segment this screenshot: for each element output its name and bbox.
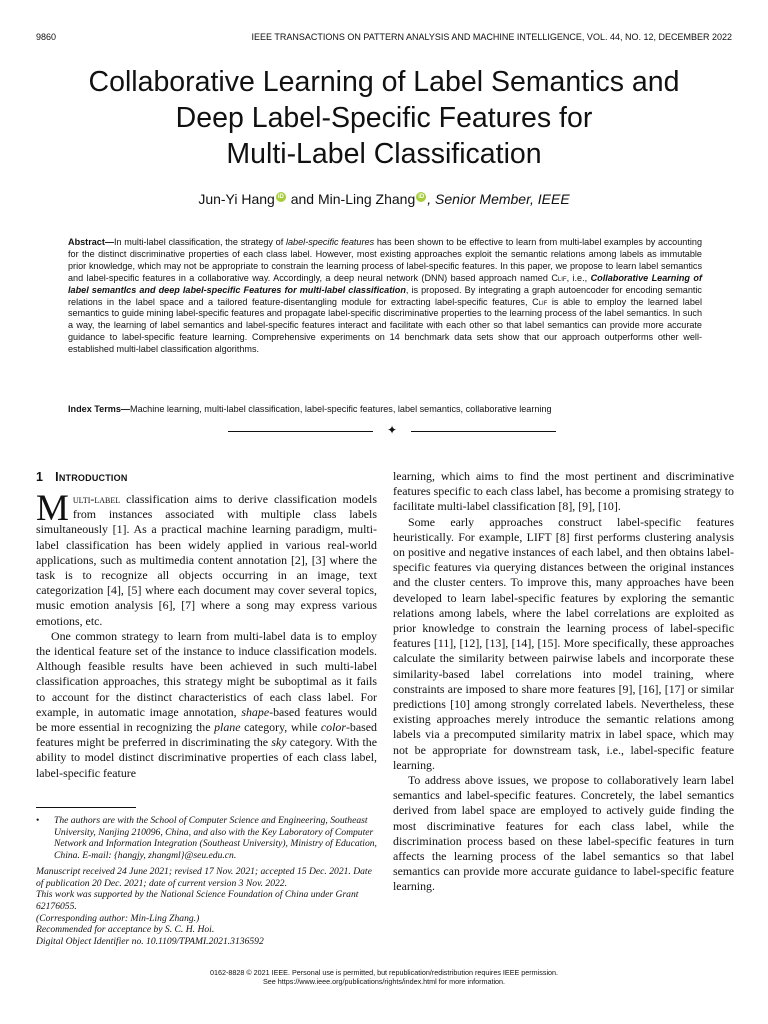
page-number: 9860 xyxy=(36,32,57,42)
intro-paragraph-5: To address above issues, we propose to collaboratively learn label semantics and label-specific features. Concretely, the label semantics derived from label space are employed to actively guide finding the most discriminative features for each class label, while the discrimination process based on these label-specific features in turn affects the learning process of the label semantics so that label semantics can provide more accurate guidance to label-specific feature learning. xyxy=(393,773,734,894)
drop-cap: M xyxy=(36,488,69,529)
intro-paragraph-2 xyxy=(36,629,377,781)
title-line-1: Collaborative Learning of Label Semantics and xyxy=(88,66,680,98)
divider-ornament-icon: ✦ xyxy=(386,423,398,437)
section-divider xyxy=(228,424,556,438)
copyright-footer xyxy=(36,968,732,986)
abstract xyxy=(68,237,702,356)
intro-paragraph-4: Some early approaches construct label-specific features heuristically. For example, LIFT [8] first performs clustering analysis on positive and negative instances of each label, and then obtains label-specific features via querying distances between the original instances and the cluster centers. To improve this, many approaches have been developed to learn label-specific features by exploring the semantic relations among labels, where the label correlations are exploited as prior knowledge to constrain the learning process of label-specific features [11], [12], [13], [14], [15]. More specifically, these approaches calculate the similarity between pairwise labels and incorporate these similarity-based label correlations into model training, where constraints are imposed to share more features [9], [16], [17] or similar predictions [10] among strongly correlated labels. Nevertheless, these existing approaches merely introduce the semantic relations among labels via a precomputed similarity matrix in label space, which may not be appropriate for downstream task, i.e., label-specific feature learning. xyxy=(393,514,734,772)
running-head xyxy=(36,30,732,44)
recommended-by: Recommended for acceptance by S. C. H. Hoi. xyxy=(36,924,215,936)
abstract-label: Abstract xyxy=(68,237,105,247)
bullet-icon: • xyxy=(36,815,40,826)
manuscript-dates: Manuscript received 24 June 2021; revised 17 Nov. 2021; accepted 15 Dec. 2021. Date of publication 20 Dec. 2021; date of current version 3 Nov. 2022. xyxy=(36,865,372,889)
journal-name: IEEE TRANSACTIONS ON PATTERN ANALYSIS AND MACHINE INTELLIGENCE, VOL. 44, NO. 12, DECEMBER 2022 xyxy=(251,32,732,42)
section-heading xyxy=(36,470,377,485)
paragraph-text: -based features would be more essential in recognizing the xyxy=(36,704,377,735)
emphasis: color xyxy=(320,720,346,735)
abstract-emphasis: label-specific features xyxy=(285,237,375,247)
affiliation-footnote xyxy=(36,815,377,862)
orcid-icon[interactable]: iD xyxy=(277,194,284,200)
index-terms xyxy=(68,403,702,415)
right-column xyxy=(393,469,734,895)
lead-in-caps: ulti-label xyxy=(72,492,121,506)
footnote-rule xyxy=(36,807,136,808)
paragraph-text: -based features might be preferred in discriminating the xyxy=(36,720,377,750)
index-terms-text: Machine learning, multi-label classification, label-specific features, label semantics, collaborative learning xyxy=(130,404,552,414)
abstract-text: has been shown to be effective to learn from multi-label examples by accounting for the distinct discriminative properties of each class label. However, most existing approaches exploit the semantic relations among labels as immutable prior knowledge, which may not be appropriate to constrain the learning process of label-specific features. In this paper, we propose to learn label semantics and label-specific features in a collaborative way. Accordingly, a deep neural network (DNN) based approach named xyxy=(68,237,703,283)
paragraph-text: classification aims to derive classification models from instances associated with multiple class labels simultaneously [1]. As a practical machine learning paradigm, multi-label classification has been widely applied in various real-world applications, such as multimedia content annotation [2], [3] where the task is to recognize all objects occurring in an image, text categorization [4], [5] where each document may cover several topics, music emotion analysis [6], [7] where a song may express various emotions, etc. xyxy=(36,492,377,628)
index-terms-label: Index Terms xyxy=(68,404,121,414)
left-column xyxy=(36,470,377,781)
corresponding-author: (Corresponding author: Min-Ling Zhang.) xyxy=(36,912,200,924)
method-expansion: Collaborative Learning of label semantIcs and deep label-specific Features for multi-label classification xyxy=(68,272,702,295)
section-number: 1 xyxy=(36,470,44,484)
author-1-name: Jun-Yi Hang xyxy=(198,191,275,207)
author-2-name: and Min-Ling Zhang xyxy=(286,191,416,207)
affiliation-text: The authors are with the School of Computer Science and Engineering, Southeast University, Nanjing 210096, China, and also with the Key Laboratory of Computer Network and Information Integration (Southeast University), Ministry of Education, China. E-mail: {hangjy, zhangml}@seu.edu.cn. xyxy=(54,815,377,862)
emphasis: shape xyxy=(241,704,270,719)
paragraph-text: One common strategy to learn from multi-label data is to employ the identical feature set of the instance to induce classification models. Although feasible results have been achieved in such multi-label classification approaches, this strategy might be suboptimal as it fails to account for the distinct characteristics of each class label. For example, in automatic image annotation, xyxy=(36,628,377,719)
paragraph-text: category. With the ability to model distinct discriminative properties of each class label, label-specific feature xyxy=(36,735,377,780)
divider-rule-right xyxy=(411,431,556,432)
emphasis: plane xyxy=(214,720,241,735)
paper-title xyxy=(30,64,738,172)
intro-paragraph-1 xyxy=(36,488,377,629)
funding-note: This work was supported by the National Science Foundation of China under Grant 62176055. xyxy=(36,889,359,912)
method-name: Clif xyxy=(551,272,567,283)
paragraph-text: category, while xyxy=(240,720,321,735)
emphasis: sky xyxy=(271,735,287,750)
abstract-text: In multi-label classification, the strategy of xyxy=(113,237,286,247)
rights-link[interactable]: See https://www.ieee.org/publications/rights/index.html for more information. xyxy=(262,977,506,986)
method-name: Clif xyxy=(532,296,548,307)
section-title: Introduction xyxy=(55,470,128,484)
title-line-2: Deep Label-Specific Features for xyxy=(175,102,593,134)
author-list xyxy=(36,191,732,207)
abstract-text: , is proposed. By integrating a graph autoencoder for encoding semantic relations in the label space and a tailored feature-disentangling module for extracting label-specific features, xyxy=(68,284,702,307)
footnotes xyxy=(36,815,377,948)
copyright-line: 0162-8828 © 2021 IEEE. Personal use is permitted, but republication/redistribution requires IEEE permission. xyxy=(209,968,559,977)
title-line-3: Multi-Label Classification xyxy=(226,138,542,170)
abstract-text: , i.e., xyxy=(566,272,591,283)
index-terms-dash: — xyxy=(120,404,130,414)
abstract-text: is able to employ the learned label semantics to guide mining label-specific features and propagate label-specific discriminative properties to the learning process of the label semantics. In such a way, the learning of label semantics and label-specific features interact and facilitate with each other so that label semantics can provide more accurate guidance to label-specific feature learning. Comprehensive experiments on 14 benchmark data sets show that our approach outperforms other well-established multi-label classification algorithms. xyxy=(68,296,702,355)
divider-rule-left xyxy=(228,431,373,432)
doi[interactable]: Digital Object Identifier no. 10.1109/TPAMI.2021.3136592 xyxy=(36,936,264,948)
author-membership: , Senior Member, IEEE xyxy=(427,191,570,207)
intro-paragraph-3: learning, which aims to find the most pertinent and discriminative features specific to each class label, has become a promising strategy to facilitate multi-label classification [8], [9], [10]. xyxy=(393,469,734,514)
orcid-icon[interactable]: iD xyxy=(418,194,425,200)
abstract-dash: — xyxy=(104,237,114,247)
